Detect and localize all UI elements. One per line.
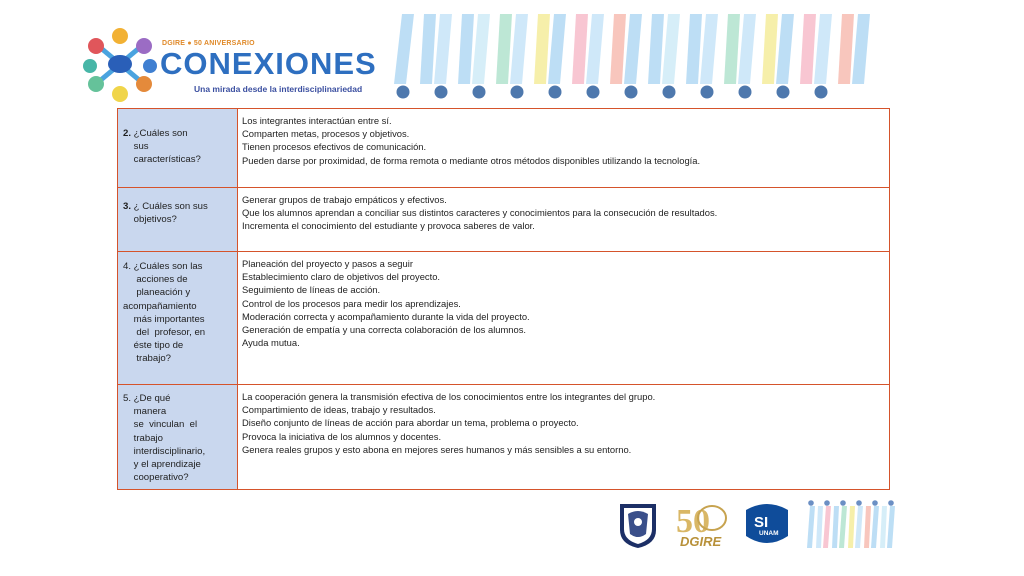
content-table bbox=[117, 108, 890, 490]
logo-title: CONEXIONES bbox=[160, 46, 377, 81]
question-number: 3. bbox=[123, 201, 132, 212]
si-sublabel: UNAM bbox=[759, 530, 779, 537]
unam-crest-logo bbox=[614, 500, 662, 550]
svg-text:50: 50 bbox=[676, 503, 710, 540]
si-unam-logo bbox=[740, 500, 794, 550]
conexiones-logo bbox=[82, 26, 377, 106]
question-number: 4. bbox=[123, 261, 132, 272]
network-logo-icon bbox=[82, 26, 158, 102]
table-row bbox=[118, 385, 890, 490]
decorative-stripes-small bbox=[806, 498, 900, 550]
question-cell: 4. ¿Cuáles son las acciones de planeación y acompañamiento más importantes del profesor, en éste tipo de trabajo? bbox=[118, 252, 238, 385]
si-label: SI bbox=[754, 514, 769, 531]
table-row bbox=[118, 252, 890, 385]
question-cell: 3. ¿ Cuáles son sus objetivos? bbox=[118, 188, 238, 252]
question-number: 5. bbox=[123, 393, 132, 404]
question-cell: 2. ¿Cuáles son sus características? bbox=[118, 109, 238, 188]
decorative-stripes bbox=[392, 12, 874, 102]
dgire-50-logo bbox=[672, 498, 734, 550]
answer-cell: Generar grupos de trabajo empáticos y efectivos. Que los alumnos aprendan a conciliar sus distintos caracteres y conocimientos para la consecución de resultados. Incrementa el conocimiento del estudiante y provoca saberes de valor. bbox=[238, 188, 890, 252]
question-number: 2. bbox=[123, 128, 132, 139]
table-row bbox=[118, 109, 890, 188]
answer-cell: Planeación del proyecto y pasos a seguir Establecimiento claro de objetivos del proyecto. Seguimiento de líneas de acción. Control de los procesos para medir los aprendizajes. Moderación correcta y acompañamiento durante la vida del proyecto. Generación de empatía y una correcta colaboración de los alumnos. Ayuda mutua. bbox=[238, 252, 890, 385]
dgire-label: DGIRE bbox=[680, 534, 722, 549]
question-cell: 5. ¿De qué manera se vinculan el trabajo interdisciplinario, y el aprendizaje cooperativo? bbox=[118, 385, 238, 490]
answer-cell: Los integrantes interactúan entre sí. Comparten metas, procesos y objetivos. Tienen procesos efectivos de comunicación. Pueden darse por proximidad, de forma remota o mediante otros métodos disponibles utilizando la tecnología. bbox=[238, 109, 890, 188]
logo-subtitle: Una mirada desde la interdisciplinariedad bbox=[194, 84, 363, 94]
table-row bbox=[118, 188, 890, 252]
anniversary-label: DGIRE ● 50 ANIVERSARIO bbox=[162, 40, 255, 47]
answer-cell: La cooperación genera la transmisión efectiva de los conocimientos entre los integrantes del grupo. Compartimiento de ideas, trabajo y resultados. Diseño conjunto de líneas de acción para abordar un tema, problema o proyecto. Provoca la iniciativa de los alumnos y docentes. Genera reales grupos y esto abona en mejores seres humanos y más sensibles a su entorno. bbox=[238, 385, 890, 490]
